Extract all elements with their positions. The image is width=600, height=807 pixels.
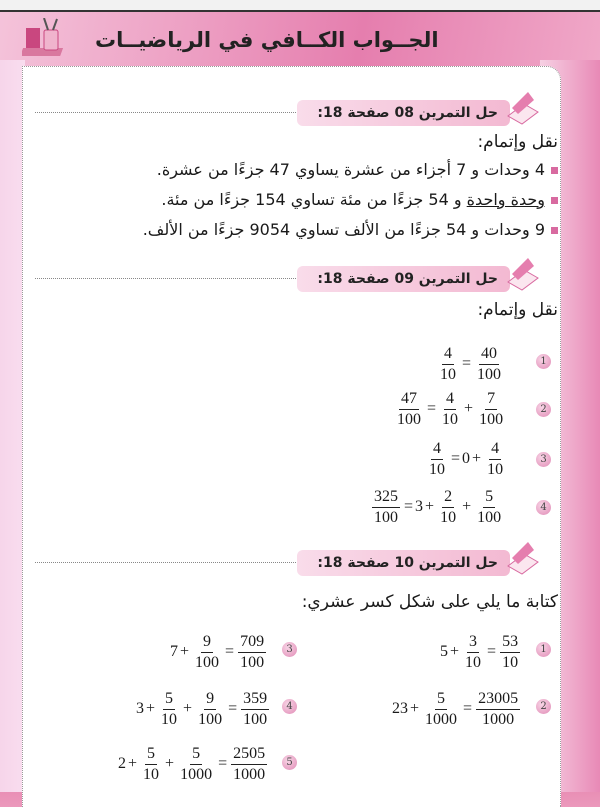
item-badge: 1 [536, 354, 551, 369]
item-badge: 3 [536, 452, 551, 467]
equation-3: $\frac{4}{10}$ = 0 + $\frac{4}{10}$ [429, 440, 504, 478]
item-badge: 4 [282, 699, 297, 714]
equation-2: 23 + $\frac{5}{1000}$ = $\frac{23005}{1000}$ [392, 690, 519, 728]
lead-text: نقل وإتمام: [477, 132, 558, 152]
open-book-icon [504, 90, 542, 126]
top-bar [0, 0, 600, 12]
item-badge: 2 [536, 699, 551, 714]
bullet-square-icon [551, 197, 558, 204]
bullet-line: وحدة واحدة و 54 جزءًا من مئة تساوي 154 جزءًا من مئة. [161, 190, 558, 209]
equation-4: 3 + $\frac{5}{10}$ + $\frac{9}{100}$ = $\frac{359}{100}$ [136, 690, 268, 728]
lead-text: نقل وإتمام: [477, 300, 558, 320]
book-title: الجــواب الكــافي في الرياضيــات [95, 28, 439, 52]
section-09-header [0, 256, 580, 292]
equation-4: $\frac{325}{100}$ = 3 + $\frac{2}{10}$ + $\frac{5}{100}$ [374, 488, 502, 526]
item-badge: 5 [282, 755, 297, 770]
equation-1: 5 + $\frac{3}{10}$ = $\frac{53}{10}$ [440, 633, 519, 671]
lead-text: كتابة ما يلي على شكل كسر عشري: [301, 592, 558, 612]
bullet-line: 4 وحدات و 7 أجزاء من عشرة يساوي 47 جزءًا من عشرة. [157, 160, 558, 179]
equation-1: $\frac{4}{10}$ = $\frac{40}{100}$ [440, 345, 502, 383]
open-book-icon [504, 540, 542, 576]
section-heading: حل التمرين 10 صفحة 18: [297, 550, 510, 576]
item-badge: 4 [536, 500, 551, 515]
pencil-cup-icon [22, 18, 70, 62]
bullet-square-icon [551, 227, 558, 234]
dotted-rule [35, 112, 330, 113]
section-heading: حل التمرين 08 صفحة 18: [297, 100, 510, 126]
dotted-rule [35, 562, 330, 563]
item-badge: 1 [536, 642, 551, 657]
bullet-line: 9 وحدات و 54 جزءًا من الألف تساوي 9054 جزءًا من الألف. [143, 220, 558, 239]
section-08-header [0, 90, 580, 126]
open-book-icon [504, 256, 542, 292]
equation-3: 7 + $\frac{9}{100}$ = $\frac{709}{100}$ [170, 633, 265, 671]
equation-5: 2 + $\frac{5}{10}$ + $\frac{5}{1000}$ = $\frac{2505}{1000}$ [118, 745, 266, 783]
equation-2: $\frac{47}{100}$ = $\frac{4}{10}$ + $\frac{7}{100}$ [397, 390, 504, 428]
item-badge: 3 [282, 642, 297, 657]
section-heading: حل التمرين 09 صفحة 18: [297, 266, 510, 292]
dotted-rule [35, 278, 330, 279]
item-badge: 2 [536, 402, 551, 417]
section-10-header [0, 540, 580, 576]
bullet-square-icon [551, 167, 558, 174]
